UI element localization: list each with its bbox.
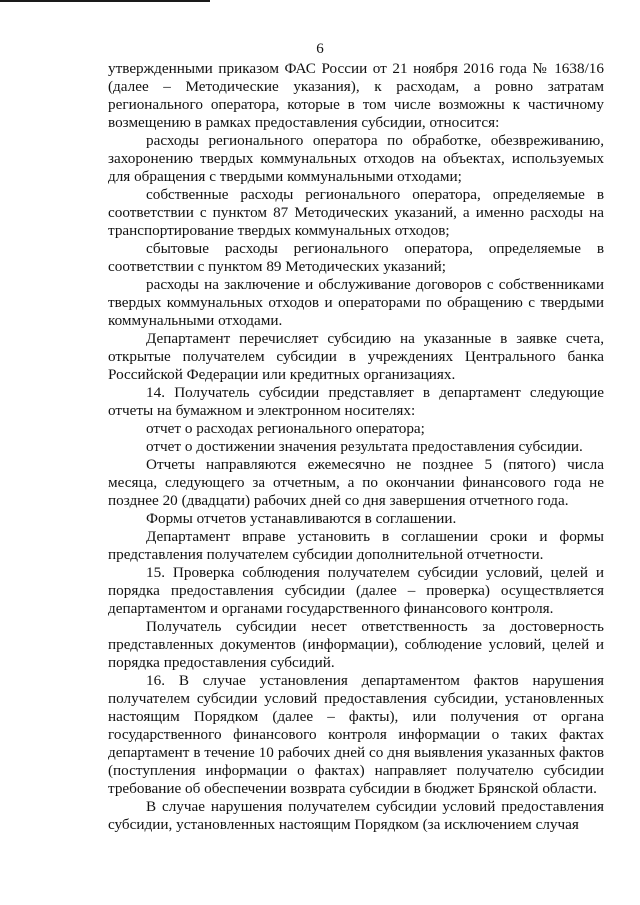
paragraph-additional-reporting: Департамент вправе установить в соглашении сроки и формы представления получателем субсидии дополнительной отчетности.	[108, 528, 604, 563]
document-body	[108, 60, 604, 834]
paragraph-item-15: 15. Проверка соблюдения получателем субсидии условий, целей и порядка предоставления субсидии (далее – проверка) осуществляется департаментом и органами государственного финансового контроля.	[108, 564, 604, 617]
paragraph-item-14: 14. Получатель субсидии представляет в департамент следующие отчеты на бумажном и электронном носителях:	[108, 384, 604, 419]
paragraph-violation: В случае нарушения получателем субсидии условий предоставления субсидии, установленных настоящим Порядком (за исключением случая	[108, 798, 604, 833]
paragraph-report-result: отчет о достижении значения результата предоставления субсидии.	[146, 438, 583, 455]
paragraph-continuation: утвержденными приказом ФАС России от 21 ноября 2016 года № 1638/16 (далее – Методические указания), к расходам, а ровно затратам регионального оператора, которые в том числе возможны к частичному возмещению в рамках предоставления субсидии, относится:	[108, 60, 604, 131]
paragraph-expense-sales: сбытовые расходы регионального оператора, определяемые в соответствии с пунктом 89 Методических указаний;	[108, 240, 604, 275]
paragraph-report-deadlines: Отчеты направляются ежемесячно не позднее 5 (пятого) числа месяца, следующего за отчетным, а по окончании финансового года не позднее 20 (двадцати) рабочих дней со дня завершения отчетного года.	[108, 456, 604, 509]
paragraph-expense-processing: расходы регионального оператора по обработке, обезвреживанию, захоронению твердых коммунальных отходов на объектах, используемых для обращения с твердыми коммунальными отходами;	[108, 132, 604, 185]
paragraph-item-16: 16. В случае установления департаментом фактов нарушения получателем субсидии условий предоставления субсидии, установленных настоящим Порядком (далее – факты), или получения от органа государственного финансового контроля информации о таких фактах департамент в течение 10 рабочих дней со дня выявления указанных фактов (поступления информации о фактах) направляет получателю субсидии требование об обеспечении возврата субсидии в бюджет Брянской области.	[108, 672, 604, 797]
paragraph-transfer: Департамент перечисляет субсидию на указанные в заявке счета, открытые получателем субсидии в учреждениях Центрального банка Российской Федерации или кредитных организациях.	[108, 330, 604, 383]
page-number: 6	[316, 41, 324, 57]
paragraph-expense-own: собственные расходы регионального оператора, определяемые в соответствии с пунктом 87 Методических указаний, а именно расходы на транспортирование твердых коммунальных отходов;	[108, 186, 604, 239]
top-rule	[0, 0, 210, 2]
paragraph-expense-contracts: расходы на заключение и обслуживание договоров с собственниками твердых коммунальных отходов и операторами по обращению с твердыми коммунальными отходами.	[108, 276, 604, 329]
paragraph-report-expenses: отчет о расходах регионального оператора;	[146, 420, 425, 437]
paragraph-report-forms: Формы отчетов устанавливаются в соглашении.	[146, 510, 457, 527]
paragraph-responsibility: Получатель субсидии несет ответственность за достоверность представленных документов (информации), соблюдение условий, целей и порядка предоставления субсидий.	[108, 618, 604, 671]
